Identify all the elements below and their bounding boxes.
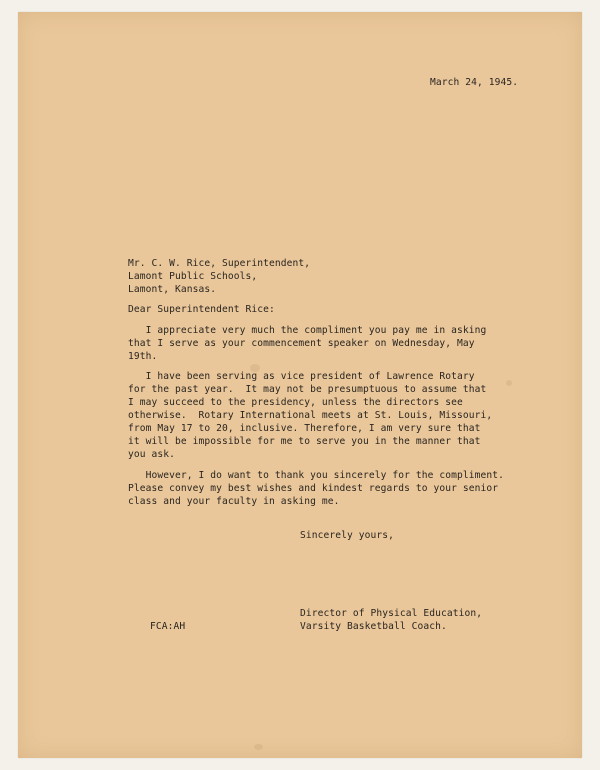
paper-stain (506, 380, 512, 386)
recipient-line: Lamont Public Schools, (128, 271, 258, 282)
paragraph-line: 19th. (128, 351, 158, 362)
letter-date: March 24, 1945. (430, 77, 519, 88)
paragraph-3 (128, 469, 504, 508)
closing: Sincerely yours, (300, 530, 395, 541)
paragraph-line: However, I do want to thank you sincerely for the compliment. (128, 470, 505, 481)
salutation: Dear Superintendent Rice: (128, 304, 275, 315)
signature-title-line: Varsity Basketball Coach. (300, 621, 447, 632)
typist-initials: FCA:AH (150, 621, 186, 632)
paragraph-line: it will be impossible for me to serve you in the manner that (128, 436, 481, 447)
paragraph-line: otherwise. Rotary International meets at St. Louis, Missouri, (128, 410, 493, 421)
paragraph-line: Please convey my best wishes and kindest regards to your senior (128, 483, 499, 494)
recipient-line: Lamont, Kansas. (128, 284, 217, 295)
paragraph-2 (128, 370, 492, 461)
paragraph-line: I have been serving as vice president of Lawrence Rotary (128, 371, 475, 382)
paragraph-line: for the past year. It may not be presumptuous to assume that (128, 384, 487, 395)
recipient-address (128, 257, 310, 296)
signature-title (300, 607, 482, 633)
paragraph-line: class and your faculty in asking me. (128, 496, 340, 507)
paper-stain (254, 744, 263, 750)
paragraph-line: you ask. (128, 449, 176, 460)
paragraph-line: that I serve as your commencement speaker on Wednesday, May (128, 338, 475, 349)
signature-title-line: Director of Physical Education, (300, 608, 483, 619)
paragraph-1 (128, 324, 486, 363)
paragraph-line: from May 17 to 20, inclusive. Therefore, I am very sure that (128, 423, 481, 434)
paragraph-line: I may succeed to the presidency, unless the directors see (128, 397, 463, 408)
paragraph-line: I appreciate very much the compliment you pay me in asking (128, 325, 487, 336)
recipient-line: Mr. C. W. Rice, Superintendent, (128, 258, 311, 269)
